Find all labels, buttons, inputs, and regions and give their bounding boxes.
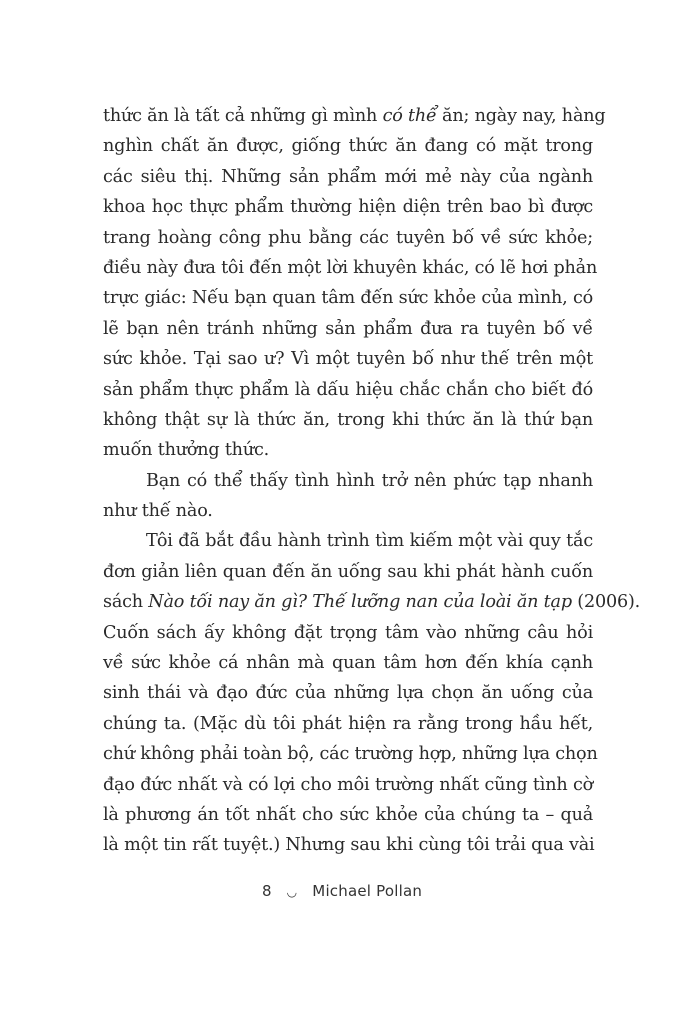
running-author: Michael Pollan — [312, 882, 423, 900]
text-segment: các siêu thị. Những sản phẩm mới mẻ này của ngành — [103, 166, 593, 187]
text-line — [103, 466, 593, 496]
text-segment: Cuốn sách ấy không đặt trọng tâm vào những câu hỏi — [103, 622, 593, 643]
text-line — [103, 526, 593, 556]
text-segment: điều này đưa tôi đến một lời khuyên khác, có lẽ hơi phản — [103, 257, 598, 278]
text-segment: chứ không phải toàn bộ, các trường hợp, những lựa chọn — [103, 744, 598, 765]
text-line — [103, 253, 598, 283]
text-line — [103, 314, 593, 344]
text-line — [103, 223, 593, 253]
text-segment: ăn; ngày nay, hàng — [436, 106, 606, 126]
text-line — [103, 131, 593, 161]
text-segment: như thế nào. — [103, 501, 213, 522]
italic-text: Nào tối nay ăn gì? Thế lưỡng nan của loài ăn tạp — [148, 592, 572, 613]
text-segment: muốn thưởng thức. — [103, 440, 269, 461]
text-line — [103, 162, 593, 192]
text-segment: sách — [103, 592, 149, 613]
text-segment: chúng ta. (Mặc dù tôi phát hiện ra rằng trong hầu hết, — [103, 713, 593, 734]
text-segment: không thật sự là thức ăn, trong khi thức ăn là thứ bạn — [103, 409, 593, 430]
text-line — [103, 739, 598, 769]
text-line — [103, 283, 593, 313]
text-line — [103, 770, 593, 800]
text-line — [103, 678, 593, 708]
text-segment: thức ăn là tất cả những gì mình — [103, 106, 383, 126]
text-segment: sinh thái và đạo đức của những lựa chọn ăn uống của — [103, 683, 593, 704]
text-segment: Bạn có thể thấy tình hình trở nên phức tạp nhanh — [146, 470, 593, 491]
text-segment: trang hoàng công phu bằng các tuyên bố về sức khỏe; — [103, 227, 593, 248]
text-line — [103, 435, 593, 465]
text-segment: lẽ bạn nên tránh những sản phẩm đưa ra tuyên bố về — [103, 318, 593, 339]
page-number: 8 — [261, 882, 272, 900]
text-line — [103, 648, 593, 678]
text-segment: (2006). — [571, 592, 640, 613]
text-line — [103, 830, 593, 860]
text-line — [103, 101, 606, 131]
text-line — [103, 618, 593, 648]
text-segment: Tôi đã bắt đầu hành trình tìm kiếm một vài quy tắc — [146, 531, 593, 552]
text-segment: khoa học thực phẩm thường hiện diện trên bao bì được — [103, 197, 593, 218]
text-segment: là một tin rất tuyệt.) Nhưng sau khi cùng tôi trải qua vài — [103, 835, 595, 856]
text-segment: sản phẩm thực phẩm là dấu hiệu chắc chắn cho biết đó — [103, 379, 593, 400]
text-line — [103, 192, 593, 222]
text-line — [103, 496, 593, 526]
text-line — [103, 375, 593, 405]
page-body-text — [103, 101, 640, 861]
page-footer — [0, 882, 684, 900]
text-segment: trực giác: Nếu bạn quan tâm đến sức khỏe của mình, có — [103, 288, 593, 309]
text-segment: sức khỏe. Tại sao ư? Vì một tuyên bố như thế trên một — [103, 349, 593, 370]
text-line — [103, 405, 593, 435]
text-segment: đạo đức nhất và có lợi cho môi trường nhất cũng tình cờ — [103, 774, 593, 795]
text-segment: là phương án tốt nhất cho sức khỏe của chúng ta – quả — [103, 804, 593, 825]
ornament-icon: ◡ — [286, 885, 298, 899]
text-line — [103, 344, 593, 374]
text-line — [103, 800, 593, 830]
text-line — [103, 587, 640, 617]
text-segment: nghìn chất ăn được, giống thức ăn đang có mặt trong — [103, 136, 593, 157]
text-line — [103, 709, 593, 739]
text-segment: đơn giản liên quan đến ăn uống sau khi phát hành cuốn — [103, 561, 593, 582]
text-segment: về sức khỏe cá nhân mà quan tâm hơn đến khía cạnh — [103, 653, 593, 674]
italic-text: có thể — [382, 106, 437, 126]
text-line — [103, 557, 593, 587]
